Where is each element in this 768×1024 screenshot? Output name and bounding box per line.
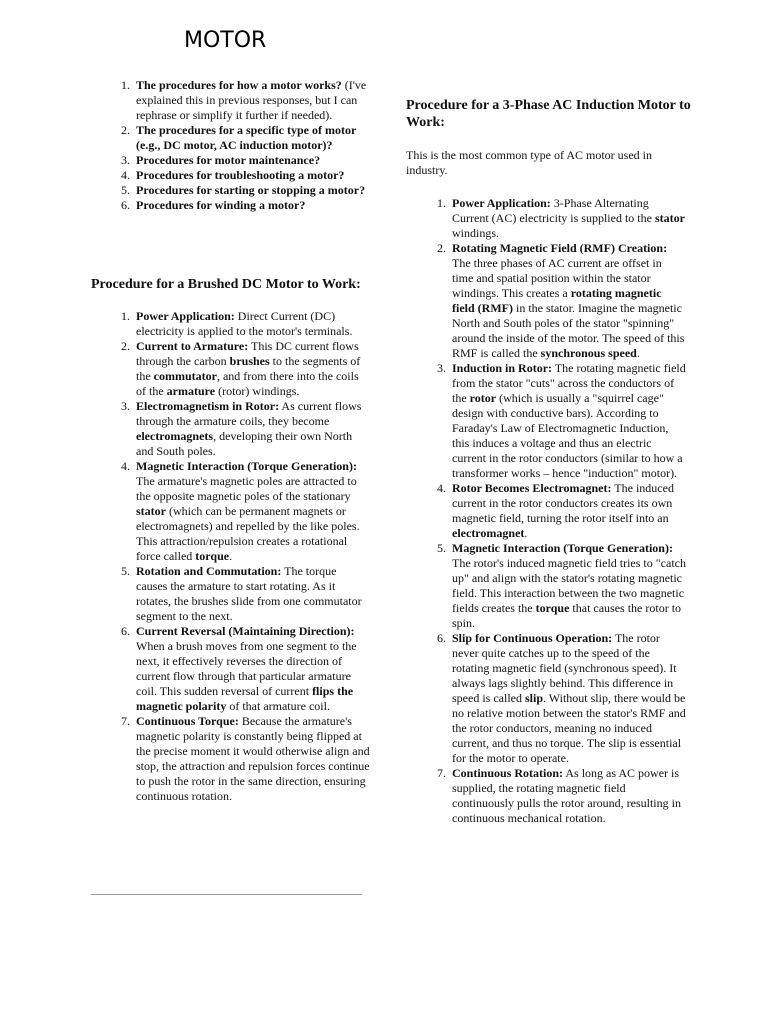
step-term: rotor xyxy=(469,391,497,405)
step-term: Continuous Rotation: xyxy=(452,766,564,780)
step-term: Magnetic Interaction (Torque Generation): xyxy=(452,541,673,555)
step-term: Current Reversal (Maintaining Direction): xyxy=(136,624,355,638)
step-text: The three phases of AC current are offset in time and spatial position within the stator windings. This creates a xyxy=(452,256,662,300)
dc-step xyxy=(121,459,370,564)
ac-step xyxy=(437,766,686,826)
dc-step xyxy=(121,339,370,399)
step-term: Slip for Continuous Operation: xyxy=(452,631,613,645)
step-text: , developing their own North and South poles. xyxy=(136,429,353,458)
step-term: synchronous speed xyxy=(540,346,637,360)
list-number: 3. xyxy=(121,153,130,167)
step-term: Rotating Magnetic Field (RMF) Creation: xyxy=(452,241,668,255)
list-number: 7. xyxy=(437,766,446,780)
ac-procedure-list xyxy=(437,196,686,826)
list-number: 4. xyxy=(437,481,446,495)
step-term: torque xyxy=(195,549,230,563)
step-text: Direct Current (DC) electricity is applied to the motor's terminals. xyxy=(136,309,353,338)
step-text: windings. xyxy=(452,226,500,240)
step-term: brushes xyxy=(229,354,270,368)
question-text: The procedures for a specific type of motor (e.g., DC motor, AC induction motor)? xyxy=(136,123,357,152)
step-text: , and from there into the coils of the xyxy=(136,369,359,398)
step-term: Power Application: xyxy=(136,309,235,323)
list-number: 1. xyxy=(121,78,130,92)
question-text: The procedures for how a motor works? xyxy=(136,78,342,92)
question-note: (I've explained this in previous responses, but I can rephrase or simplify it further if needed). xyxy=(136,78,367,122)
ac-step xyxy=(437,631,686,766)
step-text: This DC current flows through the carbon xyxy=(136,339,359,368)
step-text: When a brush moves from one segment to the next, it effectively reverses the direction of current flow through that particular armature coil. This sudden reversal of current xyxy=(136,639,357,698)
question-text: Procedures for motor maintenance? xyxy=(136,153,321,167)
ac-step xyxy=(437,481,686,541)
section-divider xyxy=(91,894,362,895)
question-text: Procedures for troubleshooting a motor? xyxy=(136,168,345,182)
question-item xyxy=(121,78,370,123)
ac-step xyxy=(437,361,686,481)
step-term: flips the magnetic polarity xyxy=(136,684,354,713)
step-text: As current flows through the armature coils, they become xyxy=(136,399,362,428)
question-text: Procedures for winding a motor? xyxy=(136,198,306,212)
step-text: to the segments of the xyxy=(136,354,361,383)
step-term: stator xyxy=(136,504,166,518)
step-term: Magnetic Interaction (Torque Generation): xyxy=(136,459,357,473)
ac-section-heading: Procedure for a 3-Phase AC Induction Motor to Work: xyxy=(406,98,691,130)
step-text: Because the armature's magnetic polarity is constantly being flipped at the precise moment it would otherwise align and stop, the attraction and repulsion forces continue to push the rotor in the same direction, ensuring continuous rotation. xyxy=(136,714,370,803)
step-term: commutator xyxy=(153,369,217,383)
list-number: 5. xyxy=(121,183,130,197)
dc-procedure-list xyxy=(121,309,370,804)
step-text: . xyxy=(636,346,640,360)
step-term: torque xyxy=(535,601,570,615)
step-text: (which can be permanent magnets or electromagnets) and repelled by the like poles. This attraction/repulsion creates a rotational force called xyxy=(136,504,360,563)
step-term: slip xyxy=(524,691,543,705)
step-term: electromagnet xyxy=(452,526,525,540)
dc-step xyxy=(121,309,370,339)
step-text: . xyxy=(524,526,528,540)
list-number: 2. xyxy=(121,123,130,137)
step-term: Power Application: xyxy=(452,196,551,210)
step-text: The rotor never quite catches up to the speed of the rotating magnetic field (synchronous speed). It always lags slightly behind. This difference in speed is called xyxy=(452,631,677,705)
step-term: electromagnets xyxy=(136,429,214,443)
step-text: The armature's magnetic poles are attracted to the opposite magnetic poles of the stationary xyxy=(136,474,357,503)
step-term: Induction in Rotor: xyxy=(452,361,553,375)
page-title: MOTOR xyxy=(184,28,267,53)
list-number: 5. xyxy=(121,564,130,578)
step-text: The rotating magnetic field from the stator "cuts" across the conductors of the xyxy=(452,361,686,405)
step-term: rotating magnetic field (RMF) xyxy=(452,286,662,315)
question-item xyxy=(121,183,370,198)
dc-section-heading: Procedure for a Brushed DC Motor to Work: xyxy=(91,277,361,292)
step-term: stator xyxy=(654,211,685,225)
list-number: 1. xyxy=(121,309,130,323)
step-text: The induced current in the rotor conductors creates its own magnetic field, turning the rotor itself into an xyxy=(452,481,674,525)
step-text: in the stator. Imagine the magnetic North and South poles of the stator "spinning" around the inside of the motor. The speed of this RMF is called the xyxy=(452,301,685,360)
step-text: that causes the rotor to spin. xyxy=(452,601,682,630)
step-text: (rotor) windings. xyxy=(215,384,300,398)
list-number: 6. xyxy=(121,198,130,212)
question-item xyxy=(121,123,370,153)
dc-step xyxy=(121,564,370,624)
ac-step xyxy=(437,241,686,361)
step-text: 3-Phase Alternating Current (AC) electricity is supplied to the xyxy=(452,196,655,225)
ac-step xyxy=(437,541,686,631)
question-item xyxy=(121,153,370,168)
list-number: 6. xyxy=(121,624,130,638)
ac-step xyxy=(437,196,686,241)
list-number: 2. xyxy=(121,339,130,353)
list-number: 2. xyxy=(437,241,446,255)
step-text: . Without slip, there would be no relative motion between the stator's RMF and the rotor conductors, meaning no induced current, and thus no torque. The slip is essential for the motor to operate. xyxy=(452,691,686,765)
step-term: Rotation and Commutation: xyxy=(136,564,282,578)
dc-step xyxy=(121,624,370,714)
list-number: 6. xyxy=(437,631,446,645)
step-term: armature xyxy=(166,384,216,398)
step-text: of that armature coil. xyxy=(226,699,330,713)
list-number: 7. xyxy=(121,714,130,728)
list-number: 1. xyxy=(437,196,446,210)
list-number: 4. xyxy=(121,168,130,182)
dc-step xyxy=(121,399,370,459)
dc-step xyxy=(121,714,370,804)
step-term: Electromagnetism in Rotor: xyxy=(136,399,280,413)
step-text: The torque causes the armature to start rotating. As it rotates, the brushes slide from one commutator segment to the next. xyxy=(136,564,362,623)
ac-section-intro: This is the most common type of AC motor used in industry. xyxy=(406,148,652,177)
question-text: Procedures for starting or stopping a motor? xyxy=(136,183,366,197)
step-text: The rotor's induced magnetic field tries to "catch up" and align with the stator's rotating magnetic field. This interaction between the two magnetic fields creates the xyxy=(452,556,686,615)
step-term: Continuous Torque: xyxy=(136,714,239,728)
step-text: As long as AC power is supplied, the rotating magnetic field continuously pulls the rotor around, resulting in continuous mechanical rotation. xyxy=(452,766,681,825)
step-text: (which is usually a "squirrel cage" design with conductive bars). According to Faraday's Law of Electromagnetic Induction, this induces a voltage and thus an electric current in the rotor conductors (similar to how a transformer works – hence "induction" motor). xyxy=(452,391,683,480)
list-number: 3. xyxy=(437,361,446,375)
step-text: . xyxy=(229,549,233,563)
question-list xyxy=(121,78,370,213)
list-number: 4. xyxy=(121,459,130,473)
question-item xyxy=(121,168,370,183)
list-number: 5. xyxy=(437,541,446,555)
step-term: Rotor Becomes Electromagnet: xyxy=(452,481,612,495)
question-item xyxy=(121,198,370,213)
list-number: 3. xyxy=(121,399,130,413)
step-term: Current to Armature: xyxy=(136,339,249,353)
